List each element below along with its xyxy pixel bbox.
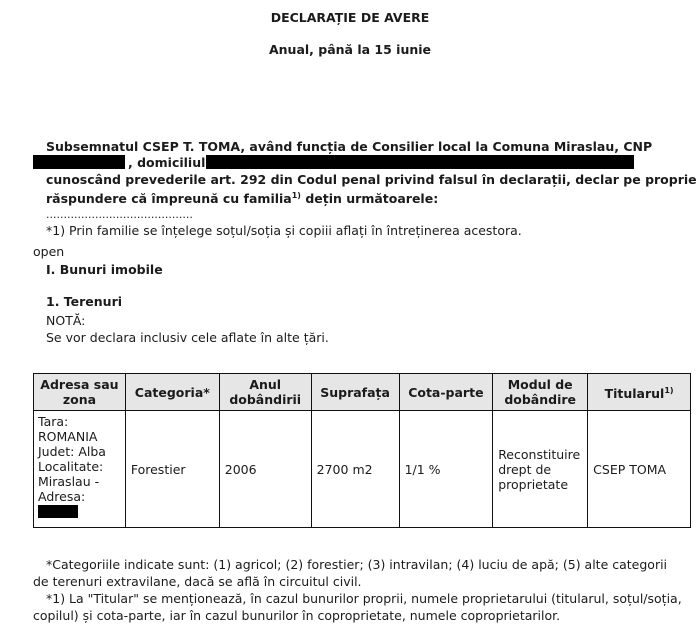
open-label: open <box>33 244 65 259</box>
redacted-cnp <box>33 155 125 169</box>
header-owner <box>588 374 691 411</box>
intro-line-4-text: răspundere că împreună cu familia <box>46 191 292 207</box>
intro-line-4 <box>46 187 438 207</box>
nota-label: NOTĂ: <box>46 313 86 328</box>
section-title: I. Bunuri imobile <box>46 262 163 277</box>
declaration-subtitle: Anual, până la 15 iunie <box>268 42 432 57</box>
cell-year: 2006 <box>219 411 311 528</box>
nota-text: Se vor declara inclusiv cele aflate în alte țări. <box>46 330 329 345</box>
cell-address <box>34 411 126 528</box>
subsection-title: 1. Terenuri <box>46 294 123 309</box>
header-address: Adresa sau zona <box>34 374 126 411</box>
categories-note: *Categoriile indicate sunt: (1) agricol; (2) forestier; (3) intravilan; (4) luciu de apă; (5) alte categorii de terenuri extravilane, dacă se află în circuitul civil. <box>33 557 668 589</box>
cell-share: 1/1 % <box>399 411 493 528</box>
intro-line-4-end: dețin următoarele: <box>305 191 439 207</box>
declaration-title: DECLARAȚIE DE AVERE <box>270 10 430 25</box>
header-year: Anul dobândirii <box>219 374 311 411</box>
family-footnote: *1) Prin familie se înțelege soțul/soția și copiii aflați în întreținerea acestora. <box>46 223 522 238</box>
family-footnote-ref: 1) <box>291 191 301 200</box>
titular-note: *1) La "Titular" se menționează, în cazul bunurilor proprii, numele proprietarului (titularul, soțul/soția, copilul) și cota-parte, iar în cazul bunurilor în coproprietate, numele coproprietarilor. <box>33 591 682 623</box>
header-owner-label: Titularul <box>604 386 665 402</box>
cell-category: Forestier <box>125 411 219 528</box>
cell-mode: Reconstituire drept de proprietate <box>493 411 588 528</box>
redacted-address-detail <box>38 505 78 518</box>
header-mode: Modul de dobândire <box>493 374 588 411</box>
cell-owner: CSEP TOMA <box>588 411 691 528</box>
redacted-address <box>206 155 634 169</box>
owner-footnote-ref: 1) <box>664 385 674 395</box>
header-share: Cota-parte <box>399 374 493 411</box>
address-text: Tara: ROMANIA Judet: Alba Localitate: Miraslau - Adresa: <box>38 414 106 504</box>
intro-domiciliu-label: , domiciliul <box>128 155 206 170</box>
dotted-line: .......................................... <box>46 208 193 221</box>
intro-line-3: cunoscând prevederile art. 292 din Codul penal privind falsul în declarații, declar pe proprie <box>46 172 697 187</box>
header-area: Suprafața <box>311 374 399 411</box>
table-row <box>34 411 691 528</box>
table-header-row <box>34 374 691 411</box>
cell-area: 2700 m2 <box>311 411 399 528</box>
header-category: Categoria* <box>125 374 219 411</box>
intro-line-1: Subsemnatul CSEP T. TOMA, având funcția de Consilier local la Comuna Miraslau, CNP <box>46 139 653 154</box>
land-assets-table <box>33 373 691 528</box>
